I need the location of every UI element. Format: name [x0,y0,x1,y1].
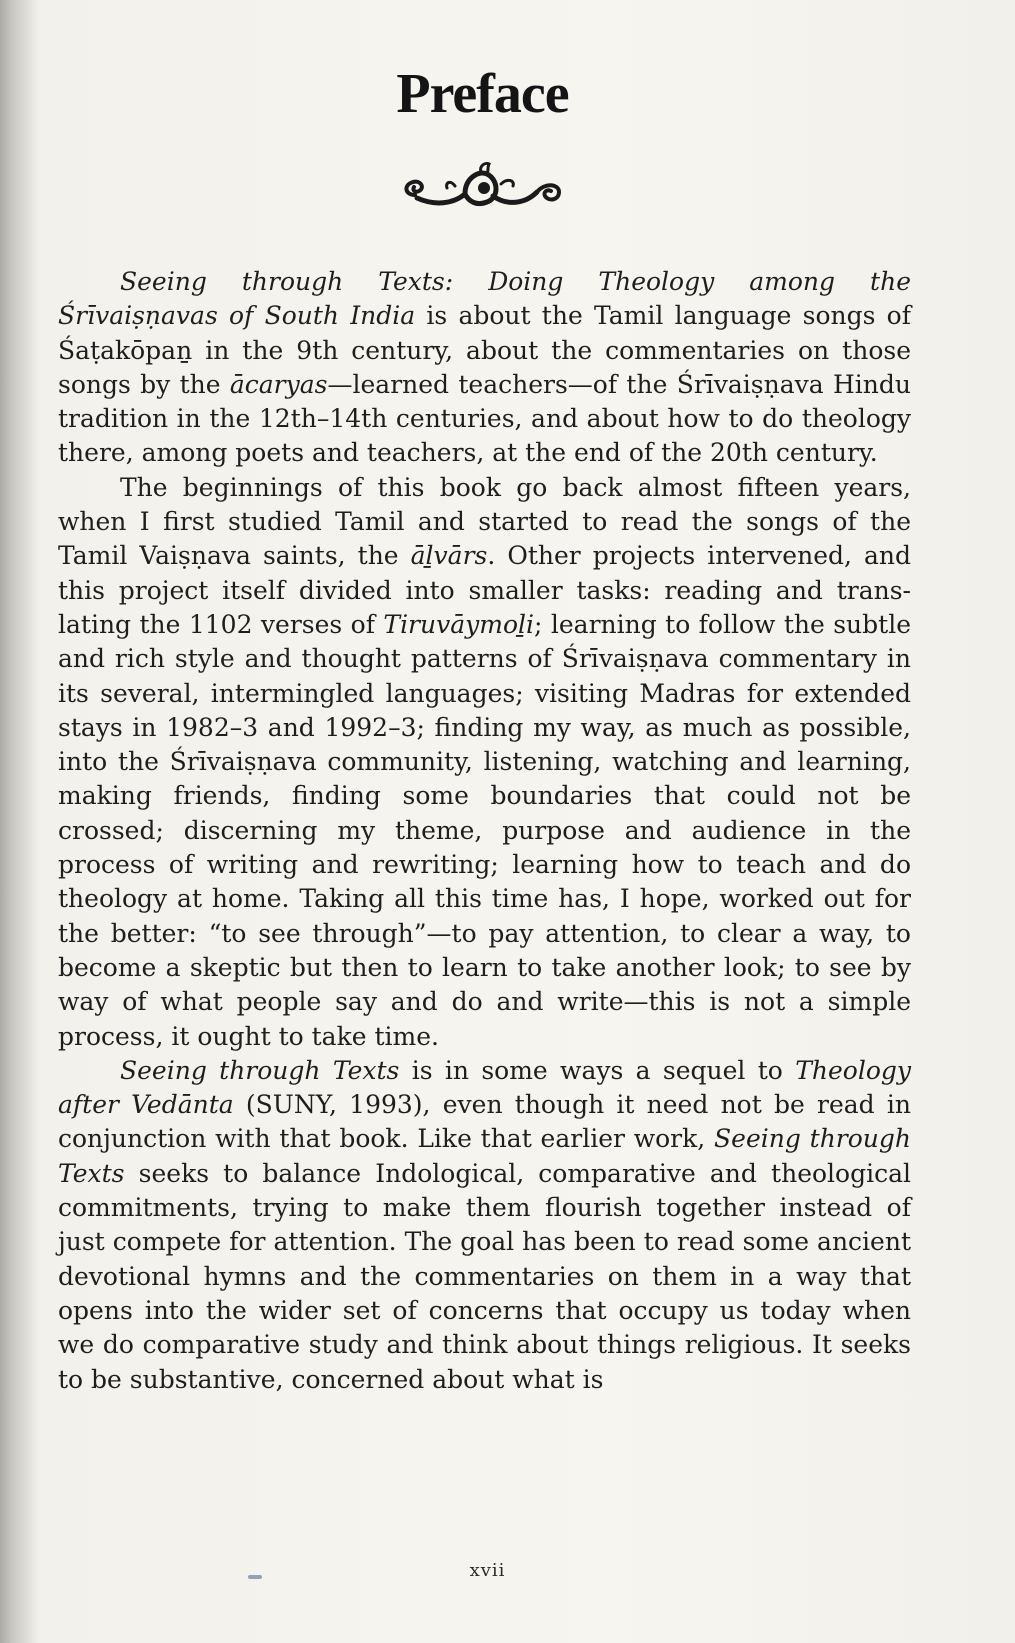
paragraph-1 [58,265,911,471]
scroll-flourish-ornament-icon [395,160,575,220]
text-run: (SUNY, 1993), even though it need not be read in conjunction with that book. Like that earlier work, [58,1090,911,1154]
page-number: xvii [469,1560,506,1581]
paragraph-3 [58,1054,911,1397]
text-run: The beginnings of this book go back almost fifteen years, when I first studied Tamil and started to read the songs of the Tamil Vaiṣṇava saints, the [58,472,911,571]
text-run: ; learning to follow the subtle and rich style and thought patterns of Śrīvaiṣṇava commentary in its several, intermingled languages; visiting Madras for extended stays in 1982–3 and 1992–3; finding my way, as much as possible, into the Śrīvaiṣṇava community, listening, watching and learning, making friends, finding some boundaries that could not be crossed; discerning my theme, purpose and audience in the process of writing and rewriting; learning how to teach and do theology at home. Taking all this time has, I hope, worked out for the better: “to see through”—to pay attention, to clear a way, to become a skeptic but then to learn to take another look; to see by way of what people say and do and write—this is not a simple process, it ought to take time. [58,609,911,1051]
text-run: Seeing through Texts: Doing Theology among the Śrīvaiṣṇavas of South India [58,267,911,331]
text-run: āḻvārs [410,541,488,571]
text-run: ācaryas [229,369,328,399]
text-run: is about the Tamil language songs of Śaṭakōpaṉ in the 9th century, about the commentaries on those songs by the [58,301,911,399]
text-run: Tiruvāymoḻi [383,609,535,639]
text-run: —learned teachers—of the Śrīvaiṣṇava Hindu tradition in the 12th–14th centuries, and about how to do theology there, among poets and teachers, at the end of the 20th century. [58,369,911,468]
page-title: Preface [396,63,569,125]
text-run: is in some ways a sequel to [399,1055,796,1085]
text-run: Theology after Vedānta [58,1055,911,1120]
text-run: Seeing through Texts [120,1055,400,1085]
preface-body [58,265,911,1397]
paragraph-2 [58,471,911,1054]
text-run: Seeing through Texts [58,1124,911,1188]
text-run: seeks to balance Indological, comparative and theological commitments, trying to make them flourish together instead of just compete for attention. The goal has been to read some ancient devotional hymns and the commentaries on them in a way that opens into the wider set of concerns that occupy us today when we do comparative study and think about things religious. It seeks to be substantive, concerned about what is [58,1158,911,1394]
text-run: . Other projects intervened, and this project itself divided into smaller tasks: reading and translating the 1102 verses of [58,541,911,639]
gutter-shadow [0,0,40,1643]
